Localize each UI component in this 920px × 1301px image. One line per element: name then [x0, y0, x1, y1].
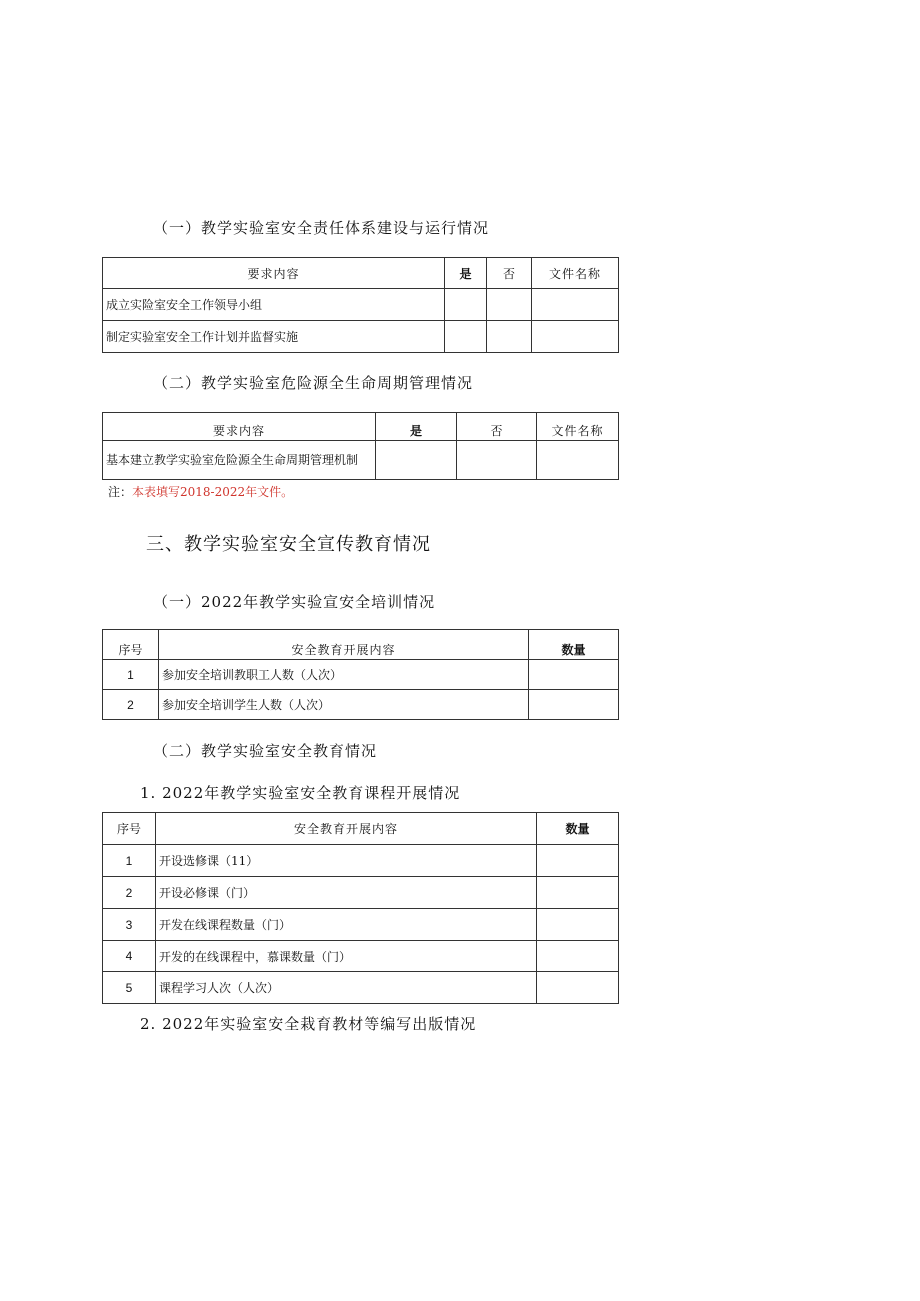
yes-cell[interactable]	[445, 321, 487, 353]
content-cell: 课程学习人次（人次）	[156, 972, 537, 1004]
quantity-cell[interactable]	[529, 660, 619, 690]
table-row	[103, 660, 619, 690]
quantity-cell[interactable]	[537, 877, 619, 909]
table-header-row	[103, 813, 619, 845]
item-heading-textbooks: 2. 2022年实验室安全栽育教材等编写出版情况	[140, 1015, 477, 1033]
file-name-cell[interactable]	[537, 441, 619, 480]
header-content: 安全教育开展内容	[159, 630, 529, 660]
section-heading-training: （一）2022年教学实验宣安全培训情况	[153, 593, 436, 611]
content-cell: 开设选修课（11）	[156, 845, 537, 877]
header-file-name: 文件名称	[537, 413, 619, 441]
table-row	[103, 690, 619, 720]
header-index: 序号	[103, 813, 156, 845]
header-requirement: 要求内容	[103, 258, 445, 289]
no-cell[interactable]	[487, 321, 532, 353]
file-name-cell[interactable]	[532, 321, 619, 353]
no-cell[interactable]	[487, 289, 532, 321]
quantity-cell[interactable]	[537, 909, 619, 941]
index-cell: 3	[103, 909, 156, 941]
quantity-cell[interactable]	[537, 845, 619, 877]
table-row	[103, 845, 619, 877]
header-quantity: 数量	[529, 630, 619, 660]
quantity-cell[interactable]	[537, 972, 619, 1004]
table-row	[103, 441, 619, 480]
quantity-cell[interactable]	[537, 941, 619, 972]
header-file-name: 文件名称	[532, 258, 619, 289]
index-cell: 5	[103, 972, 156, 1004]
requirement-cell: 基本建立教学实验室危险源全生命周期管理机制	[103, 441, 376, 480]
table-header-row	[103, 630, 619, 660]
header-yes: 是	[376, 413, 457, 441]
training-table	[102, 629, 619, 720]
courses-table	[102, 812, 619, 1004]
index-cell: 1	[103, 660, 159, 690]
content-cell: 开设必修课（门）	[156, 877, 537, 909]
section-heading-hazard-lifecycle: （二）教学实验室危险源全生命周期管理情况	[153, 374, 474, 392]
file-name-cell[interactable]	[532, 289, 619, 321]
section-heading-responsibility: （一）教学实验室安全责任体系建设与运行情况	[153, 219, 490, 237]
table-row	[103, 289, 619, 321]
table-row	[103, 909, 619, 941]
table-row	[103, 877, 619, 909]
requirement-cell: 制定实验室安全工作计划并监督实施	[103, 321, 445, 353]
item-heading-courses: 1. 2022年教学实验室安全教育课程开展情况	[140, 784, 461, 802]
table-row	[103, 972, 619, 1004]
header-no: 否	[487, 258, 532, 289]
index-cell: 2	[103, 877, 156, 909]
header-index: 序号	[103, 630, 159, 660]
header-requirement: 要求内容	[103, 413, 376, 441]
section-heading-education: （二）教学实验室安全教育情况	[153, 742, 378, 760]
quantity-cell[interactable]	[529, 690, 619, 720]
requirement-cell: 成立实险室安全工作领导小组	[103, 289, 445, 321]
header-content: 安全教育开展内容	[156, 813, 537, 845]
header-yes: 是	[445, 258, 487, 289]
note-text: 本表填写2018-2022年文件。	[132, 485, 294, 499]
table-header-row	[103, 413, 619, 441]
table-note	[108, 483, 293, 500]
table-header-row	[103, 258, 619, 289]
content-cell: 参加安全培训教职工人数（人次）	[159, 660, 529, 690]
responsibility-table	[102, 257, 619, 353]
yes-cell[interactable]	[376, 441, 457, 480]
content-cell: 参加安全培训学生人数（人次）	[159, 690, 529, 720]
content-cell: 开发的在线课程中，慕课数量（门）	[156, 941, 537, 972]
index-cell: 2	[103, 690, 159, 720]
table-row	[103, 941, 619, 972]
no-cell[interactable]	[457, 441, 537, 480]
yes-cell[interactable]	[445, 289, 487, 321]
section-title-safety-education: 三、教学实验室安全宣传教育情况	[146, 534, 431, 555]
index-cell: 4	[103, 941, 156, 972]
header-no: 否	[457, 413, 537, 441]
content-cell: 开发在线课程数量（门）	[156, 909, 537, 941]
header-quantity: 数量	[537, 813, 619, 845]
note-prefix: 注：	[108, 485, 133, 499]
hazard-lifecycle-table	[102, 412, 619, 480]
table-row	[103, 321, 619, 353]
index-cell: 1	[103, 845, 156, 877]
